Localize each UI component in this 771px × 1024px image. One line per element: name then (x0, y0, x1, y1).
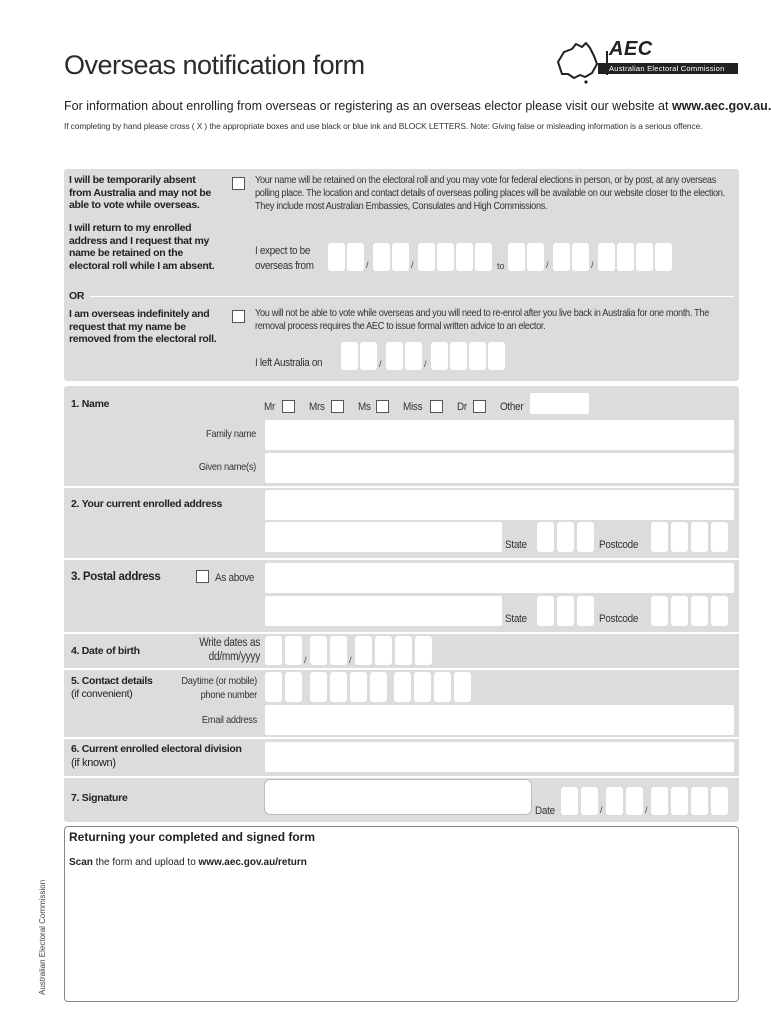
date-to-month-1[interactable] (553, 243, 570, 271)
email-input[interactable] (265, 705, 734, 735)
enrolled-postcode-box-1[interactable] (651, 522, 668, 552)
to-label: to (497, 261, 505, 271)
intro-text: For information about enrolling from overseas or registering as an overseas elector please visit our website at www.aec.gov.au. (64, 99, 771, 113)
date-to-year-3[interactable] (636, 243, 653, 271)
date-to-day-1[interactable] (508, 243, 525, 271)
dob-day-2[interactable] (285, 636, 302, 665)
date-to-year-1[interactable] (598, 243, 615, 271)
title-miss-label: Miss (403, 401, 423, 413)
indefinite-absence-title: I am overseas indefinitely and request that my name be removed from the electoral roll. (69, 308, 217, 345)
phone-digit-4[interactable] (330, 672, 347, 702)
enrolled-postcode-box-3[interactable] (691, 522, 708, 552)
enrolled-address-line-1[interactable] (265, 490, 734, 520)
title-ms-checkbox[interactable] (376, 400, 389, 413)
date-label: Date (535, 805, 555, 817)
date-from-year-4[interactable] (475, 243, 492, 271)
phone-digit-1[interactable] (265, 672, 282, 702)
temporary-absence-subtitle: I will return to my enrolled address and I request that my name be retained on the electoral roll while I am absent. (69, 222, 215, 272)
division-sublabel: (if known) (71, 757, 116, 769)
title-mrs-checkbox[interactable] (331, 400, 344, 413)
family-name-input[interactable] (265, 420, 734, 450)
enrolled-postcode-label: Postcode (599, 539, 639, 551)
left-date-day-2[interactable] (360, 342, 377, 370)
return-instructions-box (64, 826, 739, 1002)
instructions-note: If completing by hand please cross ( X ) the appropriate boxes and use black or blue ink and BLOCK LETTERS. Note: Giving false or misleading information is a serious offence. (64, 121, 703, 131)
side-vertical-text: Australian Electoral Commission (38, 879, 47, 995)
sign-date-year-3[interactable] (691, 787, 708, 815)
name-section-label: 1. Name (71, 398, 110, 410)
logo-subtext: Australian Electoral Commission (609, 64, 725, 73)
return-scan-text: Scan the form and upload to www.aec.gov.au/return (69, 857, 307, 868)
date-from-year-3[interactable] (456, 243, 473, 271)
left-date-year-4[interactable] (488, 342, 505, 370)
temporary-absence-title: I will be temporarily absent from Australia and may not be able to vote while overseas. (69, 174, 212, 211)
email-label: Email address (201, 714, 257, 726)
sign-date-day-2[interactable] (581, 787, 598, 815)
phone-digit-2[interactable] (285, 672, 302, 702)
as-above-label: As above (215, 572, 255, 584)
left-date-year-2[interactable] (450, 342, 467, 370)
signature-label: 7. Signature (71, 792, 128, 804)
temporary-absence-description: Your name will be retained on the electoral roll and you may vote for federal elections in person, or by post, at any overseas polling place. The location and contact details of overseas polling places will be available on our website closer to the election. They include most Australian Embassies, Consulates and High Commissions. (255, 175, 725, 212)
date-to-year-4[interactable] (655, 243, 672, 271)
enrolled-address-line-2[interactable] (265, 522, 502, 552)
date-to-day-2[interactable] (527, 243, 544, 271)
dob-hint-line-1: Write dates as (199, 637, 260, 649)
postal-postcode-box-3[interactable] (691, 596, 708, 626)
date-from-year-2[interactable] (437, 243, 454, 271)
date-from-year-1[interactable] (418, 243, 435, 271)
or-divider-label: OR (69, 290, 85, 302)
family-name-label: Family name (206, 428, 256, 440)
sign-date-year-4[interactable] (711, 787, 728, 815)
contact-details-sublabel: (if convenient) (71, 688, 133, 700)
division-input[interactable] (265, 742, 734, 772)
title-mr-checkbox[interactable] (282, 400, 295, 413)
phone-digit-5[interactable] (350, 672, 367, 702)
sign-date-year-1[interactable] (651, 787, 668, 815)
dob-day-1[interactable] (265, 636, 282, 665)
left-date-month-1[interactable] (386, 342, 403, 370)
postal-postcode-box-2[interactable] (671, 596, 688, 626)
dob-hint-line-2: dd/mm/yyyy (208, 651, 260, 663)
division-label: 6. Current enrolled electoral division (71, 743, 242, 755)
aec-logo (552, 40, 738, 84)
postal-address-line-1[interactable] (265, 563, 734, 593)
return-title: Returning your completed and signed form (69, 830, 316, 844)
enrolled-postcode-box-2[interactable] (671, 522, 688, 552)
title-mrs-label: Mrs (309, 401, 325, 413)
postal-state-box-1[interactable] (537, 596, 554, 626)
postal-state-label: State (505, 613, 527, 625)
dob-year-4[interactable] (415, 636, 432, 665)
given-names-label: Given name(s) (198, 461, 256, 473)
or-divider-line (90, 296, 734, 297)
phone-digit-3[interactable] (310, 672, 327, 702)
dob-year-3[interactable] (395, 636, 412, 665)
date-to-month-2[interactable] (572, 243, 589, 271)
postal-address-line-2[interactable] (265, 596, 502, 626)
date-from-month-1[interactable] (373, 243, 390, 271)
title-dr-label: Dr (457, 401, 467, 413)
left-australia-label: I left Australia on (255, 357, 323, 369)
temporary-absence-checkbox[interactable] (232, 177, 245, 190)
return-link[interactable]: www.aec.gov.au/return (198, 857, 307, 868)
phone-label-line-1: Daytime (or mobile) (181, 675, 257, 687)
postal-postcode-label: Postcode (599, 613, 639, 625)
signature-box[interactable] (264, 779, 532, 815)
page-title: Overseas notification form (64, 50, 365, 80)
given-names-input[interactable] (265, 453, 734, 483)
enrolled-state-label: State (505, 539, 527, 551)
date-from-day-2[interactable] (347, 243, 364, 271)
phone-digit-10[interactable] (454, 672, 471, 702)
postal-address-label: 3. Postal address (71, 571, 161, 583)
logo-text: AEC (609, 38, 653, 60)
as-above-checkbox[interactable] (196, 570, 209, 583)
enrolled-state-box-3[interactable] (577, 522, 594, 552)
sign-date-month-1[interactable] (606, 787, 623, 815)
postal-state-box-2[interactable] (557, 596, 574, 626)
left-date-month-2[interactable] (405, 342, 422, 370)
date-from-day-1[interactable] (328, 243, 345, 271)
sign-date-year-2[interactable] (671, 787, 688, 815)
expect-overseas-label: I expect to be overseas from (255, 245, 314, 272)
dob-year-2[interactable] (375, 636, 392, 665)
contact-details-label: 5. Contact details (71, 675, 153, 687)
enrolled-postcode-box-4[interactable] (711, 522, 728, 552)
left-date-day-1[interactable] (341, 342, 358, 370)
dob-year-1[interactable] (355, 636, 372, 665)
title-dr-checkbox[interactable] (473, 400, 486, 413)
sign-date-day-1[interactable] (561, 787, 578, 815)
enrolled-state-box-2[interactable] (557, 522, 574, 552)
title-miss-checkbox[interactable] (430, 400, 443, 413)
title-mr-label: Mr (264, 401, 276, 413)
left-date-year-1[interactable] (431, 342, 448, 370)
postal-postcode-box-1[interactable] (651, 596, 668, 626)
date-from-month-2[interactable] (392, 243, 409, 271)
phone-digit-6[interactable] (370, 672, 387, 702)
sign-date-month-2[interactable] (626, 787, 643, 815)
phone-digit-9[interactable] (434, 672, 451, 702)
dob-label: 4. Date of birth (71, 645, 140, 657)
date-to-year-2[interactable] (617, 243, 634, 271)
dob-month-1[interactable] (310, 636, 327, 665)
indefinite-absence-checkbox[interactable] (232, 310, 245, 323)
postal-postcode-box-4[interactable] (711, 596, 728, 626)
phone-label-line-2: phone number (200, 689, 257, 701)
enrolled-address-label: 2. Your current enrolled address (71, 498, 223, 510)
phone-digit-8[interactable] (414, 672, 431, 702)
left-date-year-3[interactable] (469, 342, 486, 370)
enrolled-state-box-1[interactable] (537, 522, 554, 552)
indefinite-absence-description: You will not be able to vote while overseas and you will need to re-enrol after you live back in Australia for one month. The removal process requires the AEC to issue formal written advice to an elector. (255, 308, 709, 332)
website-link[interactable]: www.aec.gov.au (671, 99, 768, 113)
postal-state-box-3[interactable] (577, 596, 594, 626)
dob-month-2[interactable] (330, 636, 347, 665)
title-ms-label: Ms (358, 401, 371, 413)
title-other-label: Other (500, 401, 524, 413)
phone-digit-7[interactable] (394, 672, 411, 702)
title-other-input[interactable] (530, 393, 589, 414)
